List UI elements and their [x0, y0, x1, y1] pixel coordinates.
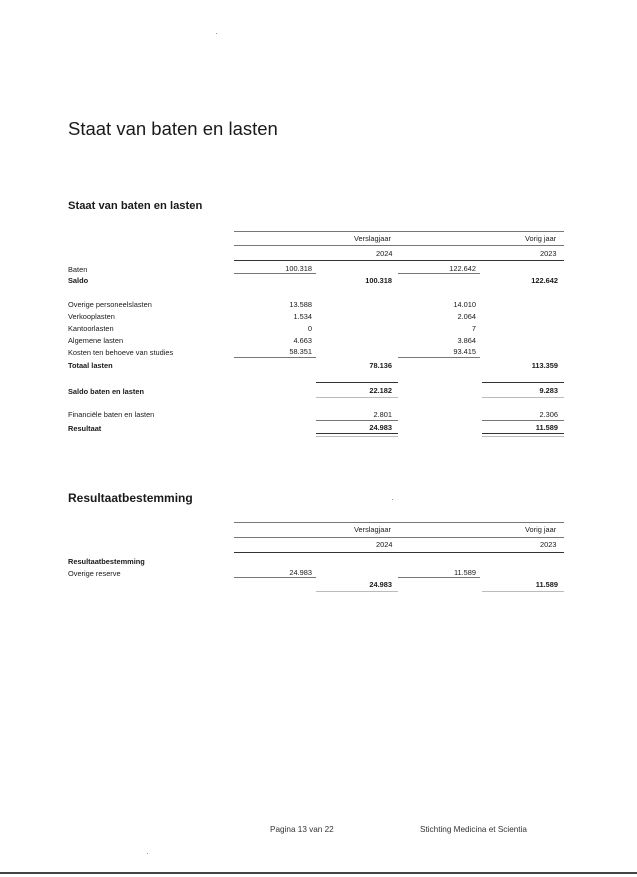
- row-label-kosten-studies: Kosten ten behoeve van studies: [68, 348, 174, 357]
- cell-verkooplasten-cur: 1.534: [293, 312, 312, 321]
- cell-overige-personeelslasten-cur: 13.588: [289, 300, 312, 309]
- col-current-label: Verslagjaar: [354, 234, 391, 243]
- row-label-verkooplasten: Verkooplasten: [68, 312, 115, 321]
- cell-overige-reserve-cur: 24.983: [289, 568, 312, 577]
- rule: [316, 591, 398, 592]
- page-title: Staat van baten en lasten: [68, 118, 278, 139]
- subheading-resultaatbestemming: Resultaatbestemming: [68, 557, 145, 566]
- col-prior-label: Vorig jaar: [525, 525, 557, 534]
- row-label-financiele: Financiële baten en lasten: [68, 410, 155, 419]
- rule: [234, 273, 316, 274]
- cell-baten-cur: 100.318: [285, 264, 312, 273]
- rule: [316, 420, 398, 421]
- row-label-overige-personeelslasten: Overige personeelslasten: [68, 300, 152, 309]
- cell-totaal-lasten-cur: 78.136: [369, 361, 392, 370]
- rule: [482, 420, 564, 421]
- header-top-rule: [234, 522, 564, 523]
- row-label-resultaat: Resultaat: [68, 424, 102, 433]
- header-mid-rule: [234, 245, 564, 246]
- rule: [234, 357, 316, 358]
- row-label-saldo: Saldo: [68, 276, 89, 285]
- scan-speck: [216, 33, 217, 34]
- header-bottom-rule: [234, 260, 564, 261]
- rule: [398, 273, 480, 274]
- cell-verkooplasten-prior: 2.064: [457, 312, 476, 321]
- cell-kantoorlasten-prior: 7: [471, 324, 476, 333]
- section-title-baten-lasten: Staat van baten en lasten: [68, 200, 203, 212]
- cell-overige-personeelslasten-prior: 14.010: [453, 300, 476, 309]
- rule: [398, 577, 480, 578]
- rule: [316, 397, 398, 398]
- cell-kosten-studies-cur: 58.351: [289, 347, 312, 356]
- cell-total-prior: 11.589: [535, 580, 558, 589]
- rule: [316, 436, 398, 437]
- header-top-rule: [234, 231, 564, 232]
- cell-overige-reserve-prior: 11.589: [453, 568, 476, 577]
- rule: [316, 433, 398, 434]
- rule: [234, 577, 316, 578]
- cell-resultaat-cur: 24.983: [369, 423, 392, 432]
- scan-speck: [392, 499, 393, 500]
- cell-saldo-baten-lasten-cur: 22.182: [369, 386, 392, 395]
- cell-saldo-baten-lasten-prior: 9.283: [539, 386, 558, 395]
- row-label-saldo-baten-lasten: Saldo baten en lasten: [68, 387, 144, 396]
- cell-algemene-lasten-prior: 3.864: [457, 336, 476, 345]
- rule: [482, 436, 564, 437]
- rule: [398, 357, 480, 358]
- cell-totaal-lasten-prior: 113.359: [531, 361, 558, 370]
- cell-algemene-lasten-cur: 4.663: [293, 336, 312, 345]
- cell-total-cur: 24.983: [369, 580, 392, 589]
- col-current-year: 2024: [376, 249, 393, 258]
- rule: [482, 382, 564, 383]
- cell-baten-prior: 122.642: [449, 264, 476, 273]
- cell-kantoorlasten-cur: 0: [307, 324, 312, 333]
- cell-kosten-studies-prior: 93.415: [453, 347, 476, 356]
- row-label-baten: Baten: [68, 265, 88, 274]
- rule: [316, 382, 398, 383]
- scan-edge: [0, 872, 637, 874]
- cell-resultaat-prior: 11.589: [535, 423, 558, 432]
- row-label-overige-reserve: Overige reserve: [68, 569, 121, 578]
- col-current-year: 2024: [376, 540, 393, 549]
- rule: [482, 433, 564, 434]
- cell-financiele-prior: 2.306: [539, 410, 558, 419]
- row-label-kantoorlasten: Kantoorlasten: [68, 324, 114, 333]
- row-label-algemene-lasten: Algemene lasten: [68, 336, 124, 345]
- rule: [482, 591, 564, 592]
- cell-saldo-cur: 100.318: [365, 276, 392, 285]
- section-title-resultaatbestemming: Resultaatbestemming: [68, 491, 193, 505]
- footer-page-number: Pagina 13 van 22: [270, 825, 334, 834]
- col-prior-year: 2023: [540, 249, 557, 258]
- rule: [482, 397, 564, 398]
- footer-organization: Stichting Medicina et Scientia: [420, 825, 527, 834]
- cell-financiele-cur: 2.801: [373, 410, 392, 419]
- cell-saldo-prior: 122.642: [531, 276, 558, 285]
- header-bottom-rule: [234, 552, 564, 553]
- col-prior-year: 2023: [540, 540, 557, 549]
- header-mid-rule: [234, 537, 564, 538]
- scan-speck: [147, 853, 148, 854]
- col-current-label: Verslagjaar: [354, 525, 391, 534]
- row-label-totaal-lasten: Totaal lasten: [68, 361, 113, 370]
- col-prior-label: Vorig jaar: [525, 234, 557, 243]
